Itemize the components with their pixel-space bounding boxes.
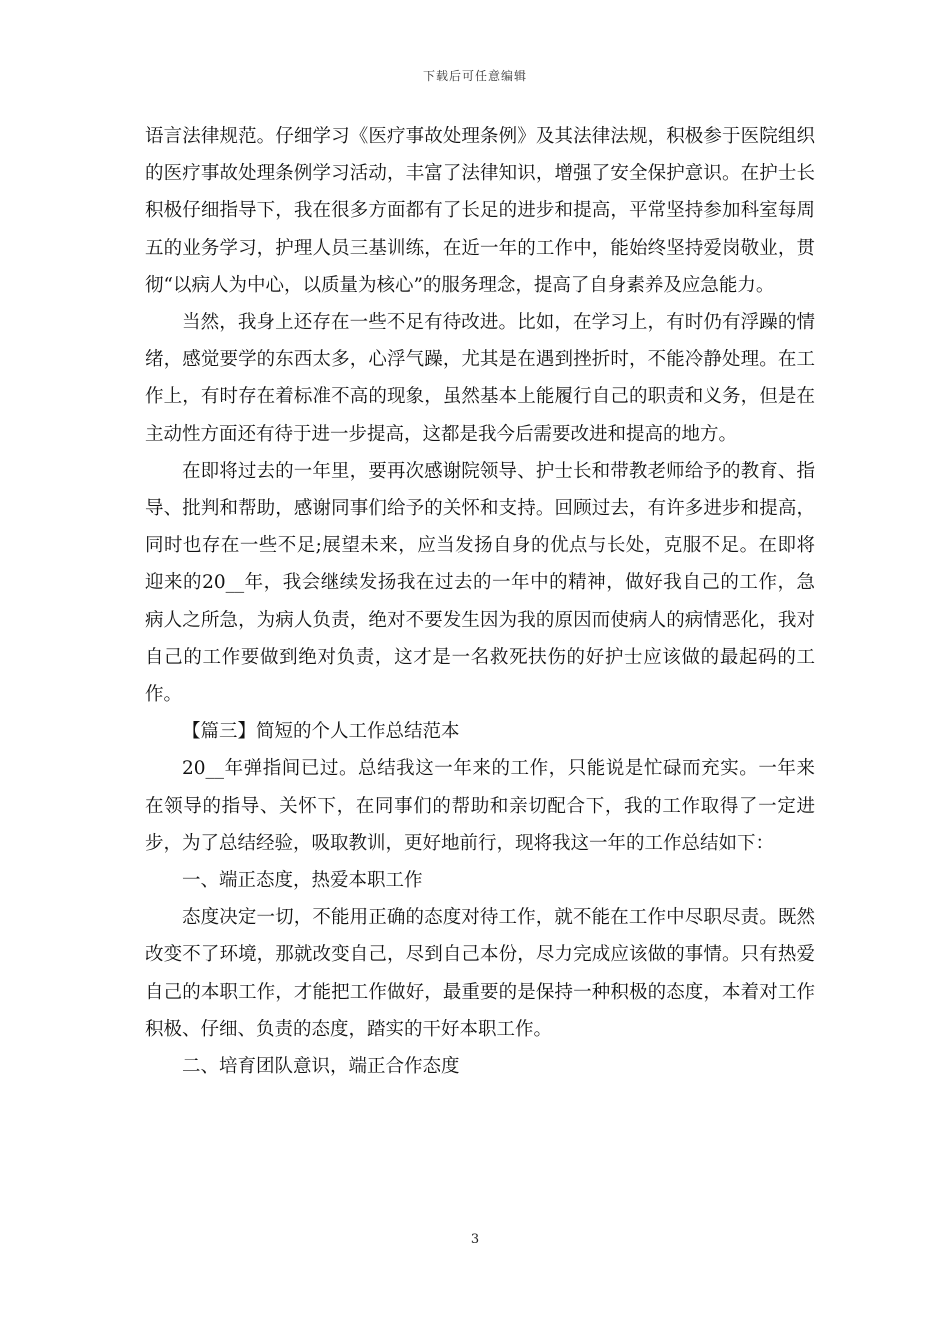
paragraph-year-summary: 20__年弹指间已过。总结我这一年来的工作，只能说是忙碌而充实。一年来在领导的指导、关怀下，在同事们的帮助和亲切配合下，我的工作取得了一定进步，为了总结经验，吸取教训，更好地前行，现将我这一年的工作总结如下： bbox=[145, 758, 815, 854]
subheading-teamwork: 二、培育团队意识，端正合作态度 bbox=[182, 1056, 460, 1078]
section-heading-part-three: 【篇三】简短的个人工作总结范本 bbox=[182, 721, 460, 743]
paragraph-attitude: 态度决定一切，不能用正确的态度对待工作，就不能在工作中尽职尽责。既然改变不了环境，那就改变自己，尽到自己本份，尽力完成应该做的事情。只有热爱自己的本职工作，才能把工作做好，最重要的是保持一种积极的态度，本着对工作积极、仔细、负责的态度，踏实的干好本职工作。 bbox=[145, 907, 815, 1040]
document-body bbox=[145, 118, 815, 1085]
paragraph-continuation: 语言法律规范。仔细学习《医疗事故处理条例》及其法律法规，积极参于医院组织的医疗事故处理条例学习活动，丰富了法律知识，增强了安全保护意识。在护士长积极仔细指导下，我在很多方面都有了长足的进步和提高，平常坚持参加科室每周五的业务学习，护理人员三基训练，在近一年的工作中，能始终坚持爱岗敬业，贯彻“以病人为中心，以质量为核心”的服务理念，提高了自身素养及应急能力。 bbox=[145, 126, 815, 296]
page-number: 3 bbox=[470, 1232, 480, 1247]
paragraph-gratitude: 在即将过去的一年里，要再次感谢院领导、护士长和带教老师给予的教育、指导、批判和帮助，感谢同事们给予的关怀和支持。回顾过去，有许多进步和提高，同时也存在一些不足;展望未来，应当发扬自身的优点与长处，克服不足。在即将迎来的20__年，我会继续发扬我在过去的一年中的精神，做好我自己的工作，急病人之所急，为病人负责，绝对不要发生因为我的原因而使病人的病情恶化，我对自己的工作要做到绝对负责，这才是一名救死扶伤的好护士应该做的最起码的工作。 bbox=[145, 460, 815, 706]
paragraph-shortcomings: 当然，我身上还存在一些不足有待改进。比如，在学习上，有时仍有浮躁的情绪，感觉要学的东西太多，心浮气躁，尤其是在遇到挫折时，不能冷静处理。在工作上，有时存在着标准不高的现象，虽然基本上能履行自己的职责和义务，但是在主动性方面还有待于进一步提高，这都是我今后需要改进和提高的地方。 bbox=[145, 312, 815, 445]
subheading-attitude: 一、端正态度，热爱本职工作 bbox=[182, 870, 423, 892]
page-header: 下载后可任意编辑 bbox=[422, 69, 527, 83]
